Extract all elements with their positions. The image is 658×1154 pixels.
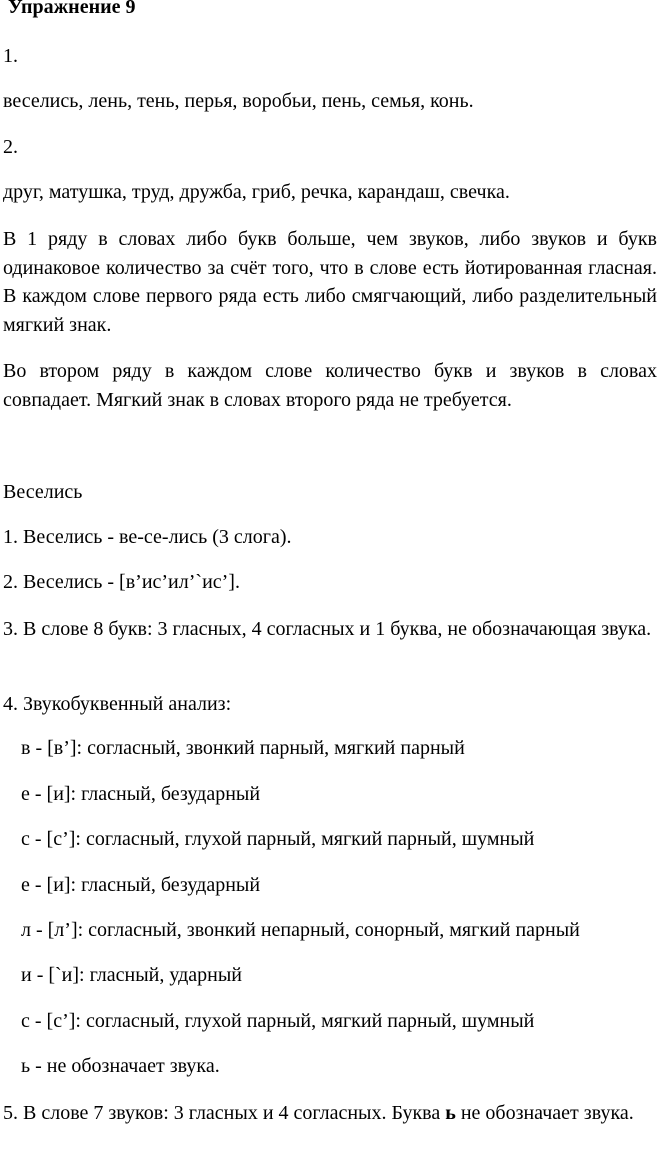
letter-analysis-item: е - [и]: гласный, безударный (21, 874, 261, 896)
letter-analysis-item: с - [с’]: согласный, глухой парный, мягкий парный, шумный (21, 1010, 535, 1032)
letter-analysis-item: е - [и]: гласный, безударный (21, 783, 261, 805)
analysis-word-heading: Веселись (3, 481, 83, 503)
analysis-step-4: 4. Звукобуквенный анализ: (3, 693, 232, 715)
letter-analysis-item: л - [л’]: согласный, звонкий непарный, сонорный, мягкий парный (21, 919, 580, 941)
section1-words: веселись, лень, тень, перья, воробьи, пень, семья, конь. (3, 90, 474, 112)
analysis-step-1: 1. Веселись - ве-се-лись (3 слога). (3, 526, 292, 548)
explanation-paragraph-1: В 1 ряду в словах либо букв больше, чем звуков, либо звуков и букв одинаковое количество за счёт того, что в слове есть йотированная гласная. В каждом слове первого ряда есть либо смягчающий, либо разделительный мягкий знак. (3, 228, 657, 336)
section2-number: 2. (3, 136, 18, 158)
analysis-step-5 (3, 1098, 657, 1128)
analysis-step-3: 3. В слове 8 букв: 3 гласных, 4 согласных и 1 буква, не обозначающая звука. (3, 618, 652, 640)
letter-analysis-item: с - [с’]: согласный, глухой парный, мягкий парный, шумный (21, 828, 535, 850)
explanation-paragraph-2: Во втором ряду в каждом слове количество букв и звуков в словах совпадает. Мягкий знак в словах второго ряда не требуется. (3, 360, 657, 411)
section2-words: друг, матушка, труд, дружба, гриб, речка, карандаш, свечка. (3, 181, 510, 203)
letter-analysis-item: и - [`и]: гласный, ударный (21, 964, 243, 986)
analysis-step-2: 2. Веселись - [в’ис’ил’`ис’]. (3, 571, 240, 593)
letter-analysis-item: в - [в’]: согласный, звонкий парный, мягкий парный (21, 737, 465, 759)
step-5-text-start: 5. В слове 7 звуков: 3 гласных и 4 согласных. Буква (3, 1102, 446, 1124)
step-5-text-end: не обозначает звука. (455, 1102, 634, 1124)
page-title: Упражнение 9 (8, 0, 136, 18)
letter-analysis-item: ь - не обозначает звука. (21, 1055, 220, 1077)
section1-number: 1. (3, 45, 18, 67)
soft-sign-bold: ь (445, 1102, 456, 1124)
